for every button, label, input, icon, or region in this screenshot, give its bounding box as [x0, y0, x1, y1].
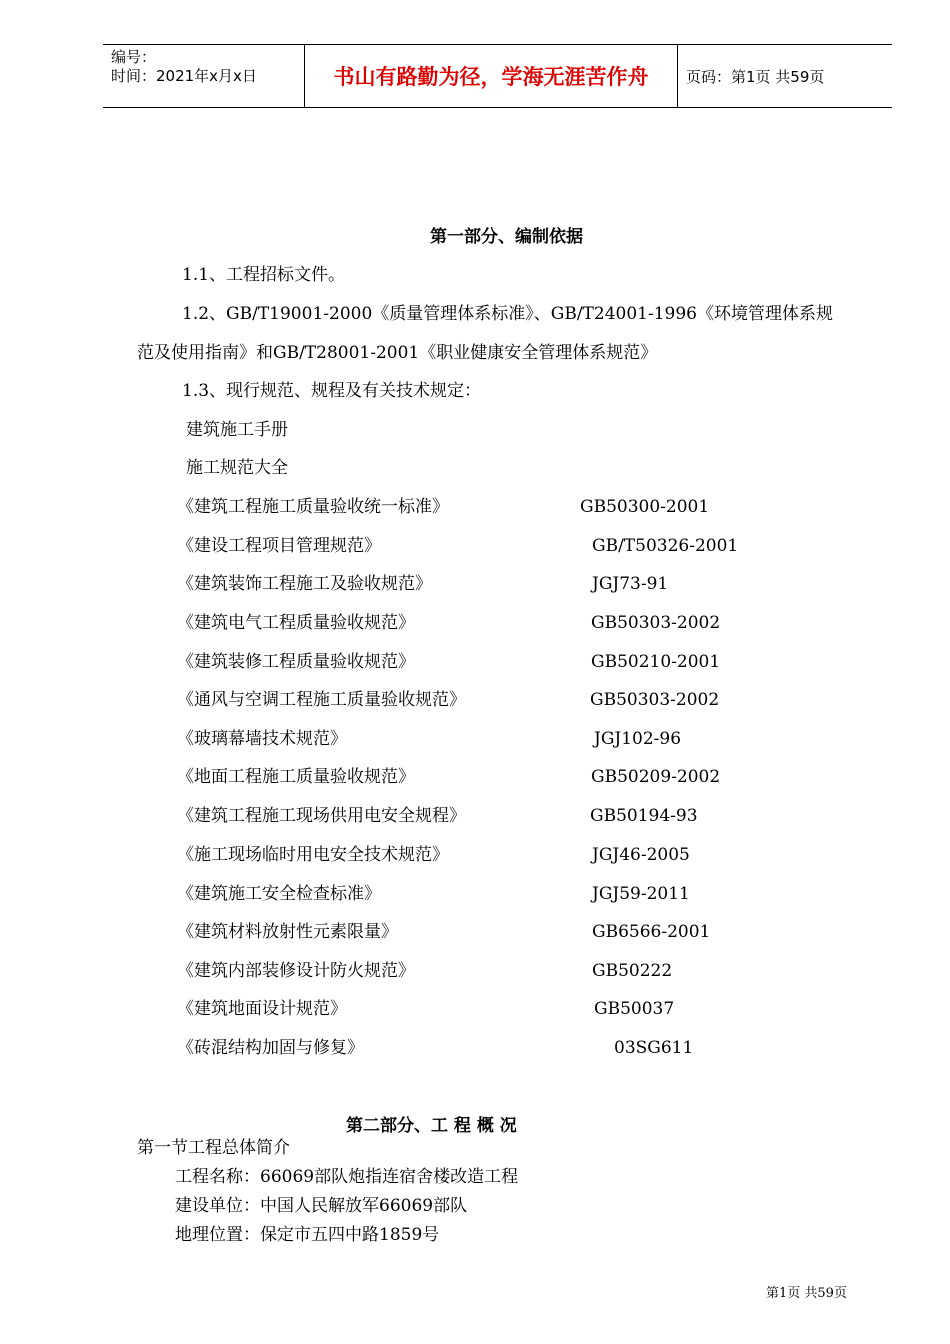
standard-code: JGJ73-91	[592, 574, 669, 594]
time-label: 时间：2021年x月x日	[111, 67, 257, 85]
standard-name: 《施工现场临时用电安全技术规范》	[177, 845, 449, 865]
standard-code: GB6566-2001	[592, 922, 711, 942]
item-1-2-line2: 范及使用指南》和GB/T28001-2001《职业健康安全管理体系规范》	[137, 343, 658, 363]
standard-code: JGJ102-96	[594, 729, 682, 749]
header-motto: 书山有路勤为径，学海无涯苦作舟	[304, 45, 678, 107]
standard-name: 《建筑施工安全检查标准》	[177, 884, 381, 904]
number-label: 编号：	[111, 48, 157, 66]
item-1-2-line1: 1.2、GB/T19001-2000《质量管理体系标准》、GB/T24001-1996《环境管理体系规	[182, 304, 833, 324]
standard-name: 《砖混结构加固与修复》	[177, 1038, 364, 1058]
standard-name: 《建筑工程施工现场供用电安全规程》	[177, 806, 466, 826]
standard-code: GB50300-2001	[580, 497, 710, 517]
standard-name: 《建筑内部装修设计防火规范》	[177, 961, 415, 981]
standard-name: 《建筑装修工程质量验收规范》	[177, 652, 415, 672]
standard-code: JGJ59-2011	[592, 884, 690, 904]
item-1-3: 1.3、现行规范、规程及有关技术规定：	[182, 381, 482, 401]
standard-code: GB50210-2001	[591, 652, 721, 672]
standard-name: 《建筑材料放射性元素限量》	[177, 922, 398, 942]
header-meta	[103, 45, 304, 107]
standard-code: 03SG611	[614, 1038, 694, 1058]
item-1-1: 1.1、工程招标文件。	[182, 265, 346, 285]
part1-title: 第一部分、编制依据	[430, 227, 583, 247]
project-location: 地理位置：保定市五四中路1859号	[175, 1225, 440, 1245]
standard-name: 《建筑工程施工质量验收统一标准》	[177, 497, 449, 517]
standard-code: GB50209-2002	[591, 767, 721, 787]
reference-book-2: 施工规范大全	[186, 458, 288, 478]
standard-code: JGJ46-2005	[592, 845, 690, 865]
standard-name: 《建筑装饰工程施工及验收规范》	[177, 574, 432, 594]
standard-code: GB50222	[592, 961, 673, 981]
standard-name: 《地面工程施工质量验收规范》	[177, 767, 415, 787]
part2-title: 第二部分、工 程 概 况	[346, 1116, 517, 1136]
standard-name: 《建筑电气工程质量验收规范》	[177, 613, 415, 633]
standard-code: GB/T50326-2001	[592, 536, 739, 556]
standard-name: 《玻璃幕墙技术规范》	[177, 729, 347, 749]
section-1-title: 第一节工程总体简介	[137, 1138, 290, 1158]
standard-code: GB50194-93	[590, 806, 698, 826]
builder-unit: 建设单位：中国人民解放军66069部队	[175, 1196, 468, 1216]
page-footer: 第1页 共59页	[766, 1286, 847, 1301]
header-page-number: 页码：第1页 共59页	[686, 67, 825, 86]
standard-name: 《通风与空调工程施工质量验收规范》	[177, 690, 466, 710]
standard-name: 《建设工程项目管理规范》	[177, 536, 381, 556]
reference-book-1: 建筑施工手册	[186, 420, 288, 440]
project-name: 工程名称：66069部队炮指连宿舍楼改造工程	[175, 1167, 519, 1187]
standard-code: GB50303-2002	[591, 613, 721, 633]
standard-name: 《建筑地面设计规范》	[177, 999, 347, 1019]
standard-code: GB50037	[594, 999, 675, 1019]
page-header	[103, 44, 892, 108]
standard-code: GB50303-2002	[590, 690, 720, 710]
